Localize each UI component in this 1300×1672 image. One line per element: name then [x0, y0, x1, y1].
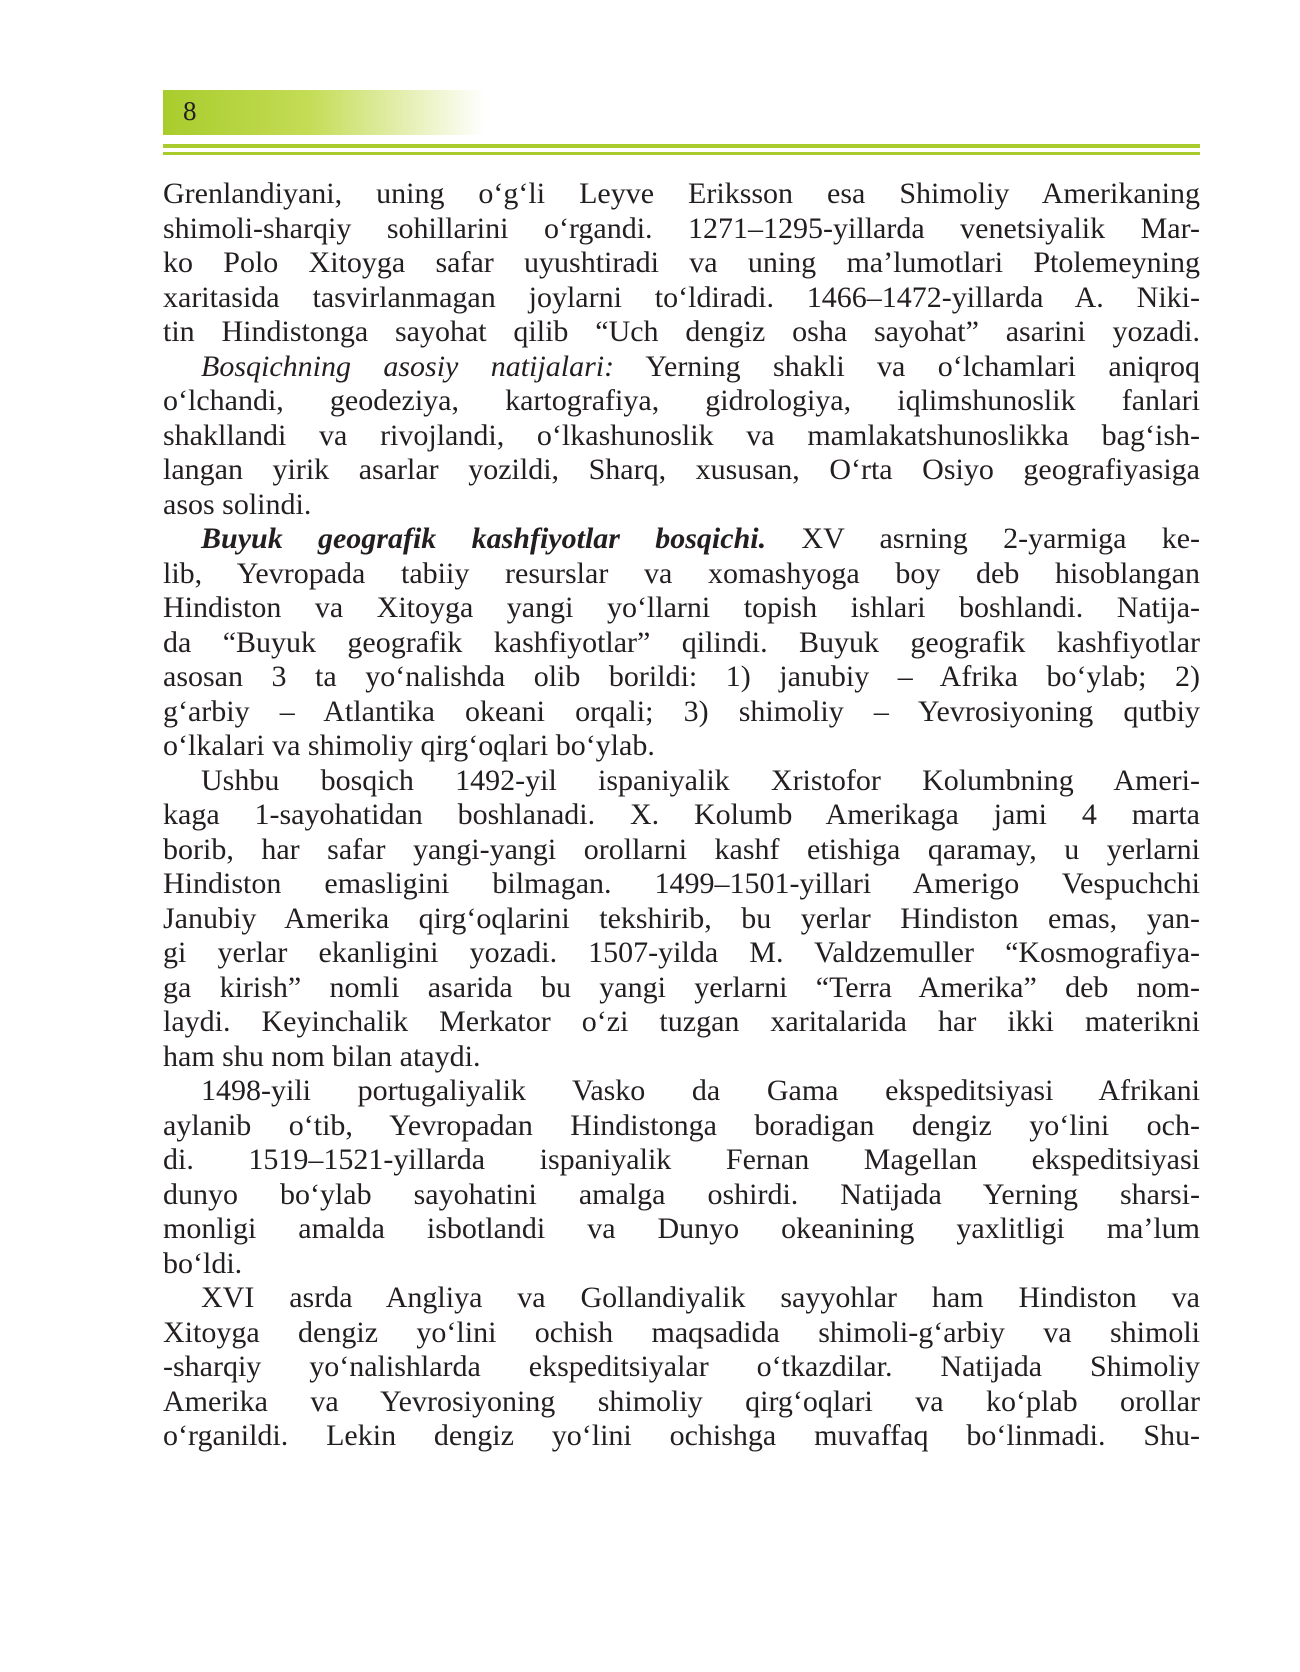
- text-line: 1498-yili portugaliyalik Vasko da Gama ekspeditsiyasi Afrikani: [201, 1074, 1200, 1107]
- text-line: Ushbu bosqich 1492-yil ispaniyalik Xristofor Kolumbning Ameri-: [201, 763, 1200, 797]
- text-line: ko Polo Xitoyga safar uyushtiradi va uning ma’lumotlari Ptolemeyning: [163, 246, 1200, 279]
- text-line: Hindiston va Xitoyga yangi yo‘llarni topish ishlari boshlandi. Natija-: [163, 591, 1200, 624]
- text-line: shakllandi va rivojlandi, o‘lkashunoslik va mamlakatshunoslikka bag‘ish-: [163, 418, 1200, 452]
- header-rule: [163, 152, 1200, 155]
- text-line: o‘rganildi. Lekin dengiz yo‘lini ochishga muvaffaq bo‘linmadi. Shu-: [163, 1419, 1200, 1452]
- text-line: da “Buyuk geografik kashfiyotlar” qilindi. Buyuk geografik kashfiyotlar: [163, 625, 1200, 659]
- page-number: 8: [183, 96, 197, 126]
- text-line: monligi amalda isbotlandi va Dunyo okeanining yaxlitligi ma’lum: [163, 1212, 1200, 1245]
- text-run: XV asrning 2-yarmiga ke-: [766, 522, 1200, 555]
- text-line: langan yirik asarlar yozildi, Sharq, xususan, O‘rta Osiyo geografiyasiga: [163, 453, 1200, 486]
- text-line: -sharqiy yo‘nalishlarda ekspeditsiyalar o‘tkazdilar. Natijada Shimoliy: [163, 1350, 1200, 1383]
- paragraph: [163, 1281, 1200, 1454]
- text-run: Yerning shakli va o‘lchamlari aniqroq: [614, 349, 1201, 383]
- page-header-band: [163, 90, 485, 135]
- text-line: asosan 3 ta yo‘nalishda olib borildi: 1) janubiy – Afrika bo‘ylab; 2): [163, 660, 1200, 693]
- text-line: o‘lchandi, geodeziya, kartografiya, gidrologiya, iqlimshunoslik fanlari: [163, 384, 1200, 417]
- text-line: Janubiy Amerika qirg‘oqlarini tekshirib, bu yerlar Hindiston emas, yan-: [163, 901, 1200, 935]
- text-line: ga kirish” nomli asarida bu yangi yerlarni “Terra Amerika” deb nom-: [163, 970, 1200, 1004]
- text-line: Grenlandiyani, uning o‘g‘li Leyve Eriksson esa Shimoliy Amerikaning: [163, 177, 1200, 210]
- text-line: laydi. Keyinchalik Merkator o‘zi tuzgan xaritalarida har ikki materikni: [163, 1005, 1200, 1038]
- text-line: lib, Yevropada tabiiy resurslar va xomashyoga boy deb hisoblangan: [163, 556, 1200, 590]
- body-text: [163, 177, 1200, 1454]
- text-line: Xitoyga dengiz yo‘lini ochish maqsadida shimoli-g‘arbiy va shimoli: [163, 1315, 1200, 1349]
- text-line: aylanib o‘tib, Yevropadan Hindistonga boradigan dengiz yo‘lini och-: [163, 1108, 1200, 1142]
- header-rule: [163, 144, 1200, 148]
- text-line: Amerika va Yevrosiyoning shimoliy qirg‘oqlari va ko‘plab orollar: [163, 1384, 1200, 1418]
- text-line: o‘lkalari va shimoliy qirg‘oqlari bo‘ylab.: [163, 729, 655, 762]
- text-line: bo‘ldi.: [163, 1246, 243, 1280]
- text-line: xaritasida tasvirlanmagan joylarni to‘ldiradi. 1466–1472-yillarda A. Niki-: [163, 280, 1200, 314]
- text-line: XVI asrda Angliya va Gollandiyalik sayyohlar ham Hindiston va: [201, 1281, 1200, 1314]
- text-line: [163, 350, 1200, 385]
- text-line: shimoli-sharqiy sohillarini o‘rgandi. 1271–1295-yillarda venetsiyalik Mar-: [163, 211, 1200, 245]
- text-line: gi yerlar ekanligini yozadi. 1507-yilda M. Valdzemuller “Kosmografiya-: [163, 936, 1200, 969]
- section-heading: Buyuk geografik kashfiyotlar bosqichi.: [201, 522, 767, 555]
- text-line: tin Hindistonga sayohat qilib “Uch dengiz osha sayohat” asarini yozadi.: [163, 315, 1200, 348]
- text-line: asos solindi.: [163, 487, 312, 521]
- paragraph: [163, 1074, 1200, 1281]
- text-line: dunyo bo‘ylab sayohatini amalga oshirdi. Natijada Yerning sharsi-: [163, 1177, 1200, 1211]
- paragraph: [163, 177, 1200, 350]
- text-line: g‘arbiy – Atlantika okeani orqali; 3) shimoliy – Yevrosiyoning qutbiy: [163, 694, 1200, 728]
- text-line: ham shu nom bilan ataydi.: [163, 1039, 481, 1073]
- text-line: borib, har safar yangi-yangi orollarni kashf etishiga qaramay, u yerlarni: [163, 832, 1200, 866]
- italic-lead: Bosqichning asosiy natijalari:: [201, 349, 615, 383]
- paragraph: [163, 764, 1200, 1075]
- paragraph: [163, 522, 1200, 764]
- text-line: kaga 1-sayohatidan boshlanadi. X. Kolumb Amerikaga jami 4 marta: [163, 798, 1200, 831]
- text-line: [163, 522, 1200, 557]
- text-line: di. 1519–1521-yillarda ispaniyalik Fernan Magellan ekspeditsiyasi: [163, 1143, 1200, 1176]
- text-line: Hindiston emasligini bilmagan. 1499–1501-yillari Amerigo Vespuchchi: [163, 867, 1200, 900]
- paragraph: [163, 350, 1200, 523]
